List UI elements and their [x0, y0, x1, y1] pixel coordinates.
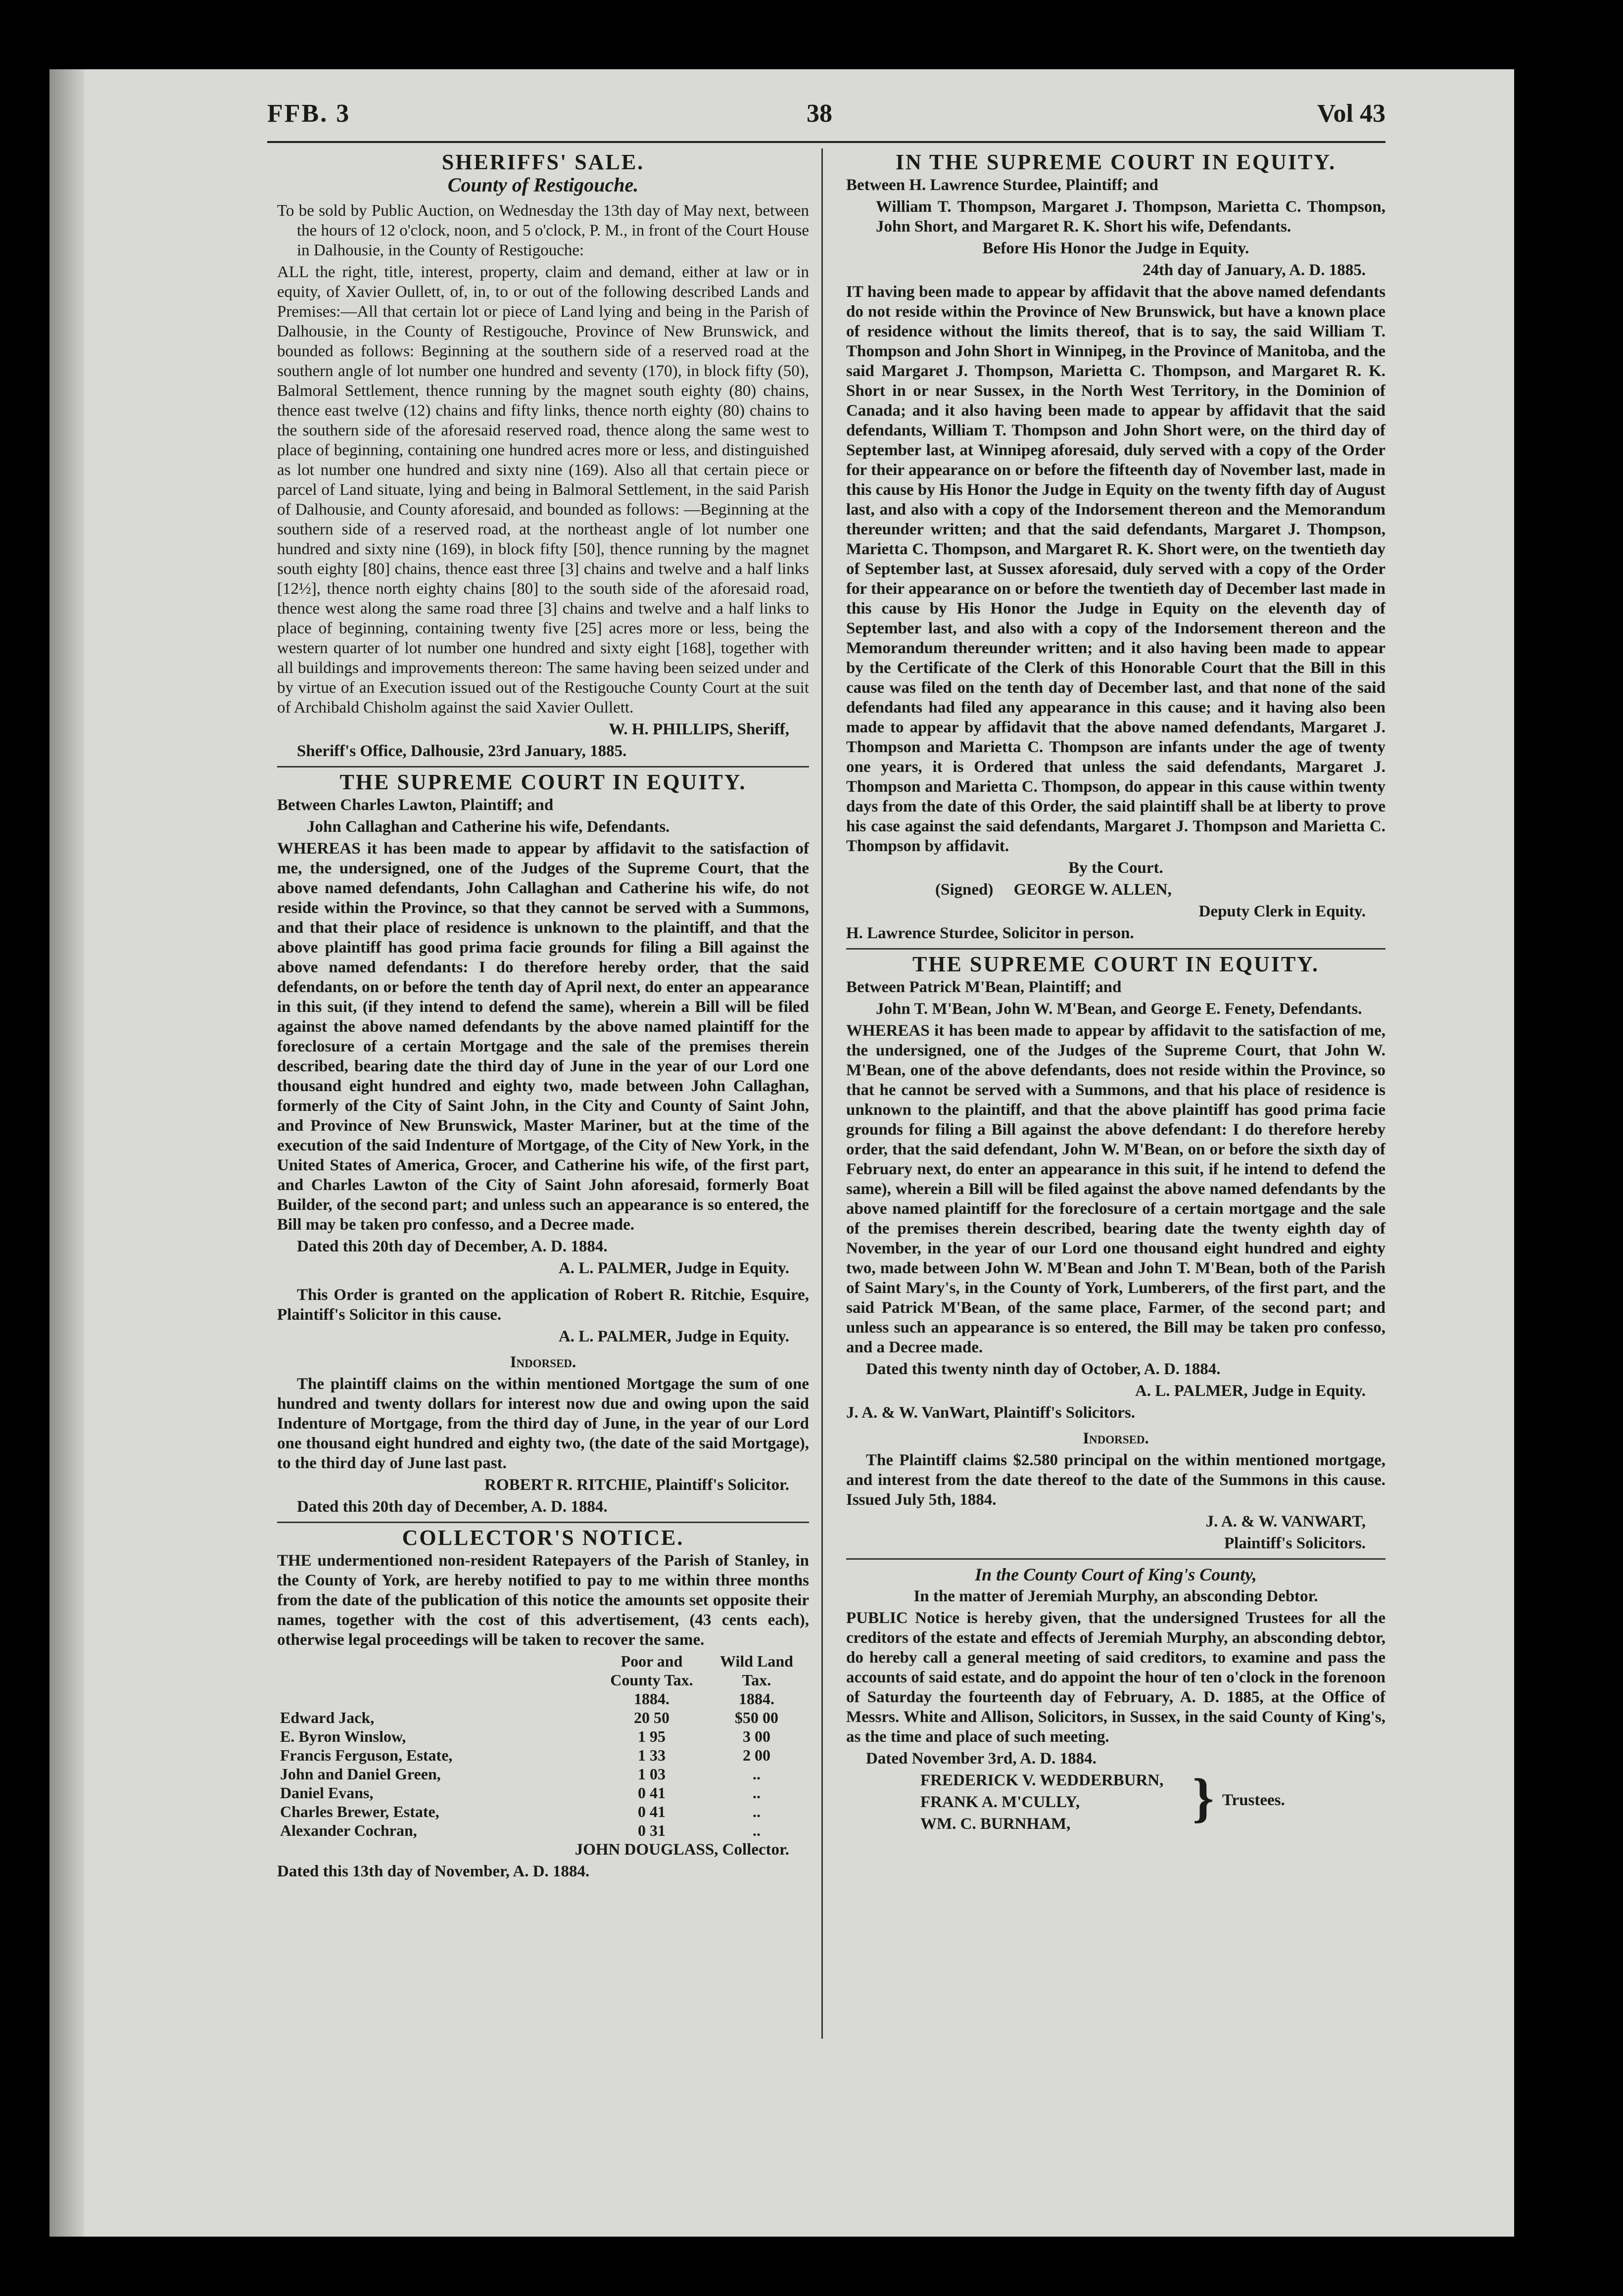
tax-table-row — [277, 1708, 809, 1727]
section-rule — [277, 766, 809, 767]
right-column — [846, 148, 1385, 1836]
trustee-name: FREDERICK V. WEDDERBURN, — [920, 1771, 1164, 1789]
wild-land-tax-value: .. — [753, 1784, 761, 1802]
collector-body: THE undermentioned non-resident Ratepayers of the Parish of Stanley, in the County of York, are hereby notified to pay to me within three months from the date of the publication of this notice the amounts set opposite their names, together with the cost of this advertisement, (43 cents each), otherwise legal proceedings will be taken to recover the same. — [277, 1552, 809, 1649]
murphy-matter: In the matter of Jeremiah Murphy, an absconding Debtor. — [913, 1587, 1318, 1605]
sturdee-title: IN THE SUPREME COURT IN EQUITY. — [895, 150, 1337, 174]
wild-land-tax-value: .. — [753, 1821, 761, 1839]
wild-land-tax-value: $50 00 — [735, 1709, 778, 1726]
column-divider — [821, 148, 823, 2039]
section-rule — [846, 948, 1385, 950]
lawton-solicitor: ROBERT R. RITCHIE, Plaintiff's Solicitor. — [484, 1476, 789, 1494]
sturdee-equity-notice — [846, 152, 1385, 943]
tax-col-wild-head-1: Wild Land — [720, 1652, 793, 1670]
county-tax-value: 0 31 — [638, 1821, 666, 1839]
tax-table-row — [277, 1727, 809, 1746]
sturdee-between-defendants: William T. Thompson, Margaret J. Thompson, Marietta C. Thompson, John Short, and Margaret R. K. Short his wife, Defendants. — [876, 198, 1385, 236]
mbean-judge: A. L. PALMER, Judge in Equity. — [1135, 1382, 1366, 1400]
lawton-claim: The plaintiff claims on the within mentioned Mortgage the sum of one hundred and twenty dollars for interest now due and owing upon the said Indenture of Mortgage, from the third day of June, in the year of our Lord one thousand eight hundred and eighty two, (the date of the said Mortgage), to the third day of June last past. — [277, 1375, 809, 1472]
county-tax-value: 0 41 — [638, 1784, 666, 1802]
mbean-indorsed: Indorsed. — [1083, 1430, 1149, 1447]
lawton-title: THE SUPREME COURT IN EQUITY. — [339, 770, 747, 794]
collector-notice — [277, 1528, 809, 1881]
mbean-sig-2: Plaintiff's Solicitors. — [1224, 1534, 1366, 1552]
wild-land-tax-value: 3 00 — [743, 1727, 770, 1745]
mbean-title: THE SUPREME COURT IN EQUITY. — [912, 952, 1320, 976]
county-tax-value: 0 41 — [638, 1803, 666, 1820]
ratepayer-name: Francis Ferguson, Estate, — [280, 1746, 453, 1764]
sheriff-sale-county: County of Restigouche. — [447, 174, 639, 196]
ratepayer-name: John and Daniel Green, — [280, 1765, 441, 1783]
page-edge-shadow — [49, 69, 84, 2237]
trustees-brace: } — [1193, 1768, 1214, 1828]
sheriff-signature: W. H. PHILLIPS, Sheriff, — [609, 720, 789, 738]
murphy-court: In the County Court of King's County, — [975, 1565, 1257, 1584]
sturdee-solicitor: H. Lawrence Sturdee, Solicitor in person. — [846, 924, 1134, 942]
ratepayer-name: Alexander Cochran, — [280, 1821, 417, 1839]
tax-col-county-head-1: Poor and — [621, 1652, 683, 1670]
murphy-notice — [846, 1565, 1385, 1834]
ratepayer-name: Daniel Evans, — [280, 1784, 374, 1802]
murphy-body: PUBLIC Notice is hereby given, that the undersigned Trustees for all the creditors of the estate and effects of Jeremiah Murphy, an absconding debtor, do hereby call a general meeting of said creditors, to examine and pass the accounts of said estate, and do appoint the hour of ten o'clock in the forenoon of Saturday the fourteenth day of February, A. D. 1885, at the Office of Messrs. White and Allison, Solicitors, in Sussex, in the said County of King's, as the time and place of such meeting. — [846, 1609, 1385, 1746]
tax-col-county-head-3: 1884. — [634, 1690, 669, 1708]
tax-table-row — [277, 1783, 809, 1802]
sturdee-body: IT having been made to appear by affidavit that the above named defendants do not reside within the Province of New Brunswick, but have a known place of residence without the limits thereof, that is to say, the said William T. Thompson and John Short in Winnipeg, in the Province of Manitoba, and the said Margaret J. Thompson, Marietta C. Thompson, and Margaret R. K. Short in or near Sussex, in the North West Territory, in the Dominion of Canada; and it also having been made to appear by affidavit that the said defendants, William T. Thompson and John Short were, on the third day of September last, at Winnipeg aforesaid, duly served with a copy of the Order for their appearance on or before the fifteenth day of November last, made in this cause by His Honor the Judge in Equity on the twenty fifth day of August last, and also with a copy of the Indorsement thereon and the Memorandum thereunder written; and that the said defendants, Margaret J. Thompson, Marietta C. Thompson, and Margaret R. K. Short were, on the twentieth day of September last, at Sussex aforesaid, duly served with a copy of the Order for their appearance on or before the twentieth day of December last made in this cause by His Honor the Judge in Equity on the eleventh day of September last, and also with a copy of the Indorsement thereon and the Memorandum thereunder written; and it also having been made to appear by the Certificate of the Clerk of this Honorable Court that the Bill in this cause was filed on the tenth day of December last, and that none of the said defendants had filed any appearance in this cause; and it having also been made to appear by affidavit that the above named defendants, Margaret J. Thompson and Marietta C. Thompson are infants under the age of twenty one years, it is Ordered that unless the said defendants, Margaret J. Thompson and Marietta C. Thompson, do appear in this cause within twenty days from the date of this Order, the said plaintiff shall be at liberty to prove his case against the said defendants, Margaret J. Thompson and Marietta C. Thompson by affidavit. — [846, 283, 1385, 855]
section-rule — [277, 1522, 809, 1523]
lawton-granted: This Order is granted on the application of Robert R. Ritchie, Esquire, Plaintiff's Solicitor in this cause. — [277, 1286, 809, 1324]
page-header — [267, 99, 1385, 153]
wild-land-tax-value: .. — [753, 1803, 761, 1820]
tax-table-row — [277, 1746, 809, 1765]
sheriff-sale-body: ALL the right, title, interest, property, claim and demand, either at law or in equity, of Xavier Oullett, of, in, to or out of the following described Lands and Premises:—All that certain lot or piece of Land lying and being in the Parish of Dalhousie, in the County of Restigouche, Province of New Brunswick, and bounded as follows: Beginning at the southern side of a reserved road at the southern angle of lot number one hundred and seventy (170), in block fifty (50), Balmoral Settlement, thence running by the magnet south eighty (80) chains, thence east twelve (12) chains and fifty links, thence north eighty (80) chains to the southern side of the aforesaid reserved road, thence along the same west to place of beginning, containing one hundred acres more or less, and distinguished as lot number one hundred and sixty nine (169). Also all that certain piece or parcel of Land situate, lying and being in Balmoral Settlement, in the said Parish of Dalhousie, and County aforesaid, and bounded as follows: —Beginning at the southern side of a reserved road, at the northeast angle of lot number one hundred and sixty nine (169), in block fifty [50], thence running by the magnet south eighty [80] chains, thence east three [3] chains and twelve and a half links [12½], thence north eighty chains [80] to the south side of the aforesaid road, thence west along the same road three [3] chains and twelve and a half links to place of beginning, containing twenty five [25] acres more or less, being the western quarter of lot number one hundred and sixty eight [168], together with all buildings and improvements thereon: The same having been seized under and by virtue of an Execution issued out of the Restigouche County Court at the suit of Archibald Chisholm against the said Xavier Oullett. — [277, 263, 809, 717]
trustee-name: FRANK A. M'CULLY, — [920, 1793, 1080, 1811]
tax-col-wild-head-3: 1884. — [739, 1690, 774, 1708]
sturdee-date: 24th day of January, A. D. 1885. — [1142, 261, 1366, 279]
tax-table-header-row — [277, 1689, 809, 1708]
tax-col-county-head-2: County Tax. — [610, 1671, 693, 1689]
tax-table-row — [277, 1821, 809, 1840]
lawton-judge-2: A. L. PALMER, Judge in Equity. — [558, 1328, 789, 1345]
lawton-judge: A. L. PALMER, Judge in Equity. — [558, 1259, 789, 1277]
ratepayer-name: Charles Brewer, Estate, — [280, 1803, 439, 1820]
wild-land-tax-value: 2 00 — [743, 1746, 770, 1764]
header-volume: Vol 43 — [1317, 99, 1385, 128]
ratepayer-name: E. Byron Winslow, — [280, 1727, 406, 1745]
mbean-dated: Dated this twenty ninth day of October, A. D. 1884. — [866, 1360, 1221, 1378]
county-tax-value: 20 50 — [634, 1709, 669, 1726]
left-column — [277, 148, 809, 1883]
lawton-between-plaintiff: Between Charles Lawton, Plaintiff; and — [277, 796, 554, 814]
wild-land-tax-value: .. — [753, 1765, 761, 1783]
trustees-label: Trustees. — [1222, 1791, 1285, 1809]
sheriff-sale-notice — [277, 152, 809, 761]
mbean-between-plaintiff: Between Patrick M'Bean, Plaintiff; and — [846, 978, 1122, 996]
lawton-body: WHEREAS it has been made to appear by affidavit to the satisfaction of me, the undersigned, one of the Judges of the Supreme Court, that the above named defendants, John Callaghan and Catherine his wife, do not reside within the Province, so that they cannot be served with a Summons, and that their place of residence is unknown to the plaintiff, and that the above plaintiff has good prima facie grounds for filing a Bill against the above named defendants: I do therefore hereby order, that the said defendants, on or before the tenth day of April next, do enter an appearance in this suit, (if they intend to defend the same), wherein a Bill will be filed against the above named defendants by the above named plaintiff for the foreclosure of a certain Mortgage and the sale of the premises therein described, bearing date the third day of June in the year of our Lord one thousand eight hundred and eighty two, made between John Callaghan, formerly of the City of Saint John, in the City and County of Saint John, and Province of New Brunswick, Master Mariner, but at the time of the execution of the said Indenture of Mortgage, of the City of New York, in the United States of America, Grocer, and Catherine his wife, of the first part, and Charles Lawton of the City of Saint John aforesaid, formerly Boat Builder, of the second part; and unless such an appearance is so entered, the Bill may be taken pro confesso, and a Decree made. — [277, 840, 809, 1234]
county-tax-value: 1 95 — [638, 1727, 666, 1745]
tax-table-header-row — [277, 1652, 809, 1671]
tax-col-wild-head-2: Tax. — [742, 1671, 771, 1689]
tax-table-row — [277, 1765, 809, 1783]
sheriff-sale-intro: To be sold by Public Auction, on Wednesday the 13th day of May next, between the hours of 12 o'clock, noon, and 5 o'clock, P. M., in front of the Court House in Dalhousie, in the County of Restigouche: — [277, 202, 809, 259]
sturdee-by-court: By the Court. — [1068, 859, 1163, 877]
sturdee-signed: (Signed) — [935, 881, 994, 899]
sturdee-clerk-title: Deputy Clerk in Equity. — [1198, 903, 1366, 920]
sturdee-between-plaintiff: Between H. Lawrence Sturdee, Plaintiff; and — [846, 176, 1158, 194]
murphy-trustees — [846, 1770, 1385, 1834]
mbean-claim: The Plaintiff claims $2.580 principal on the within mentioned mortgage, and interest from the date thereof to the date of the Summons in this cause. Issued July 5th, 1884. — [846, 1451, 1385, 1509]
ratepayer-name: Edward Jack, — [280, 1709, 375, 1726]
mbean-equity-notice — [846, 952, 1385, 1553]
section-rule — [846, 1558, 1385, 1560]
sheriff-dated: Sheriff's Office, Dalhousie, 23rd January, 1885. — [297, 742, 627, 760]
tax-table-header-row — [277, 1671, 809, 1689]
header-page-number: 38 — [807, 99, 832, 128]
header-rule — [267, 141, 1385, 143]
header-date: FFB. 3 — [267, 99, 351, 128]
lawton-between-defendants: John Callaghan and Catherine his wife, Defendants. — [307, 818, 670, 836]
collector-dated: Dated this 13th day of November, A. D. 1884. — [277, 1863, 590, 1880]
sheriff-sale-title: SHERIFFS' SALE. — [441, 150, 645, 174]
lawton-dated: Dated this 20th day of December, A. D. 1884. — [297, 1238, 608, 1255]
county-tax-value: 1 03 — [638, 1765, 666, 1783]
mbean-sig-1: J. A. & W. VANWART, — [1205, 1513, 1366, 1531]
county-tax-value: 1 33 — [638, 1746, 666, 1764]
lawton-equity-notice — [277, 772, 809, 1517]
collector-title: COLLECTOR'S NOTICE. — [402, 1526, 684, 1550]
sturdee-clerk: GEORGE W. ALLEN, — [1013, 881, 1172, 899]
murphy-dated: Dated November 3rd, A. D. 1884. — [866, 1750, 1097, 1768]
tax-table-row — [277, 1802, 809, 1821]
sturdee-signed-line — [846, 880, 1385, 900]
lawton-dated-2: Dated this 20th day of December, A. D. 1884. — [297, 1498, 608, 1516]
trustee-name: WM. C. BURNHAM, — [920, 1815, 1071, 1833]
mbean-solicitors: J. A. & W. VanWart, Plaintiff's Solicitors. — [846, 1404, 1135, 1422]
mbean-body: WHEREAS it has been made to appear by affidavit to the satisfaction of me, the undersigned, one of the Judges of the Supreme Court, that John W. M'Bean, one of the above defendants, does not reside within the Province, so that he cannot be served with a Summons, and that his place of residence is unknown to the plaintiff, and that the above plaintiff has good prima facie grounds for filing a Bill against the above defendant: I do therefore hereby order, that the said defendant, John W. M'Bean, on or before the sixth day of February next, do enter an appearance in this suit, if he intend to defend the same), wherein a Bill will be filed against the above named defendants by the above named plaintiff for the foreclosure of a certain mortgage and the sale of the premises therein described, bearing date the twenty eighth day of November, in the year of our Lord one thousand eight hundred and eighty two, made between John W. M'Bean and John T. M'Bean, both of the Parish of Saint Mary's, in the County of York, Lumberers, of the first part, and the said Patrick M'Bean, of the same place, Farmer, of the second part; and unless such an appearance is so entered, the Bill may be taken pro confesso, and a Decree made. — [846, 1022, 1385, 1356]
collector-tax-table — [277, 1652, 809, 1840]
lawton-indorsed: Indorsed. — [510, 1353, 576, 1371]
sturdee-before: Before His Honor the Judge in Equity. — [982, 239, 1249, 257]
collector-signature: JOHN DOUGLASS, Collector. — [574, 1841, 789, 1859]
mbean-between-defendants: John T. M'Bean, John W. M'Bean, and George E. Fenety, Defendants. — [876, 1000, 1362, 1018]
